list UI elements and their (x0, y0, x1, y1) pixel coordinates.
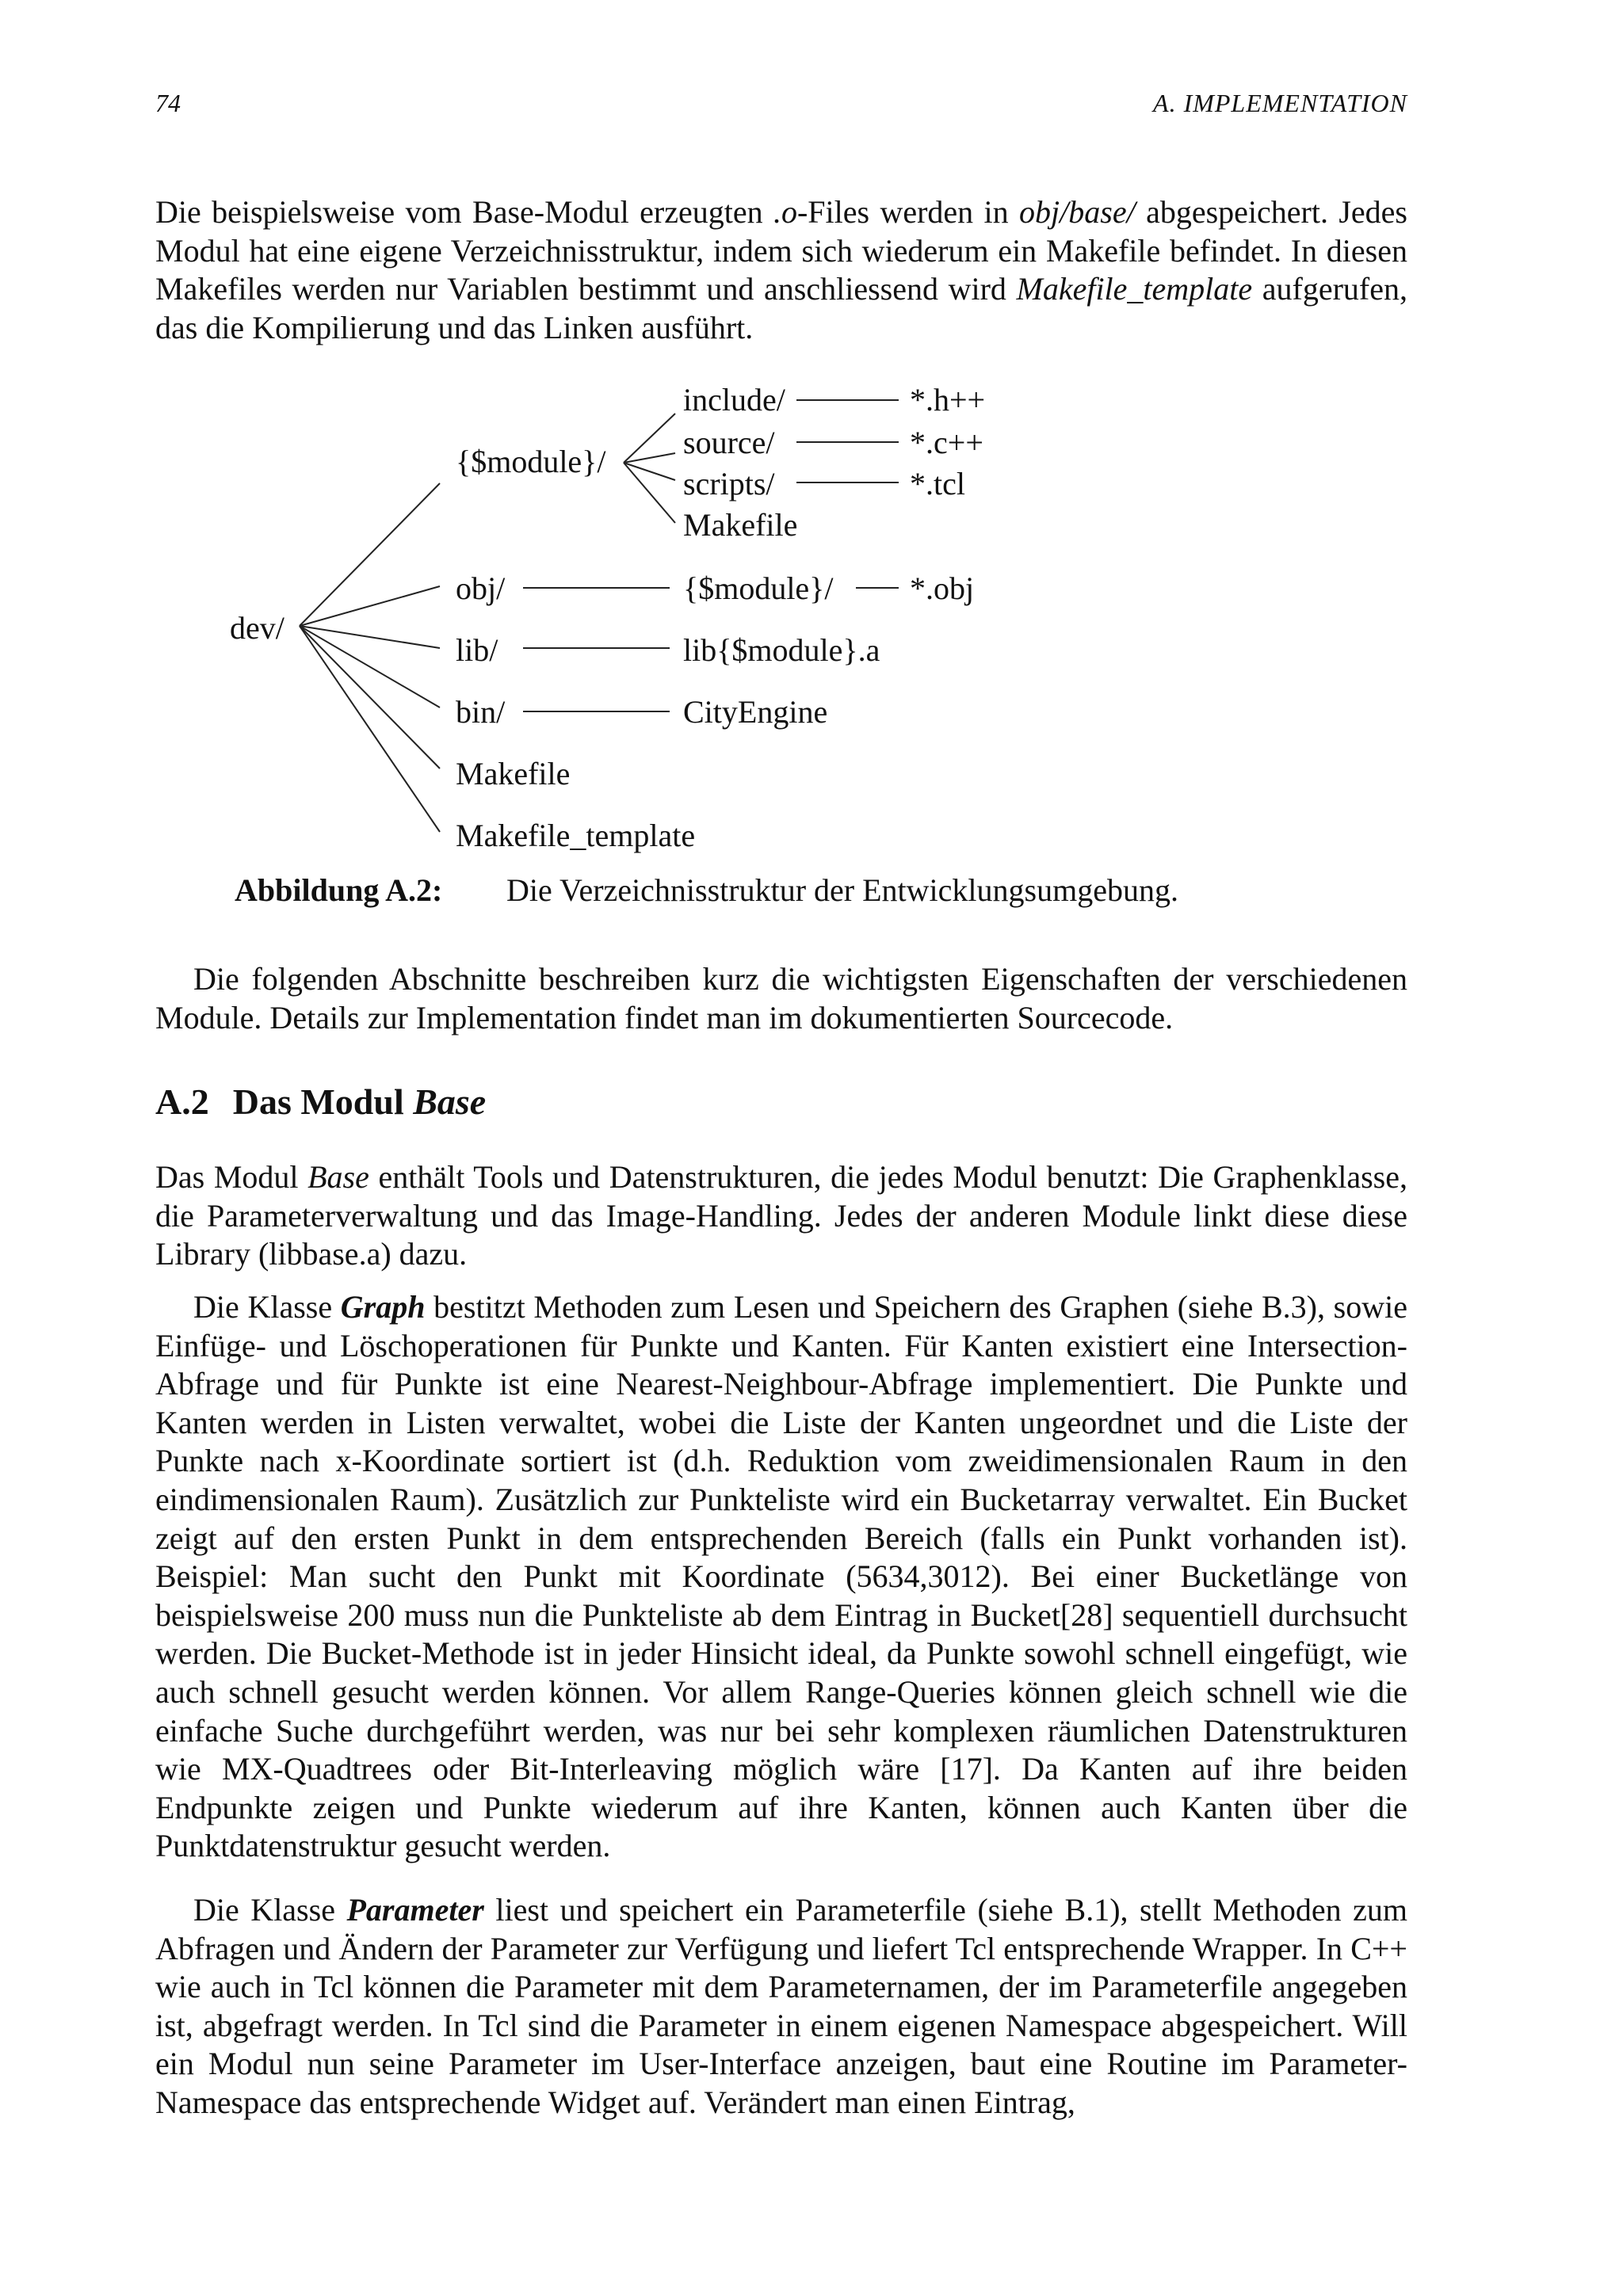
node-include: include/ (683, 382, 785, 418)
branch-dev-obj (300, 586, 440, 626)
page-number: 74 (155, 89, 181, 117)
node-tcl-files: *.tcl (910, 466, 965, 502)
caption-label: Abbildung A.2: (235, 872, 443, 908)
caption-text: Die Verzeichnisstruktur der Entwicklungsumgebung. (506, 872, 1178, 908)
running-header (155, 89, 1407, 128)
branch-dev-makefile-template (300, 626, 440, 832)
section-heading (155, 1081, 486, 1123)
directory-tree-figure (0, 372, 1623, 864)
branch-dev-lib (300, 626, 440, 648)
intro-paragraph: Die beispielsweise vom Base-Modul erzeugten .o-Files werden in obj/base/ abgespeichert. Jedes Modul hat eine eigene Verzeichnisstruktur, indem sich wiederum ein Makefile befindet. In diesen Makefiles werden nur Variablen bestimmt und anschliessend wird Makefile_template aufgerufen, das die Kompilierung und das Linken ausführt. (155, 194, 1407, 345)
branch-dev-bin (300, 626, 440, 707)
graph-paragraph: Die Klasse Graph bestitzt Methoden zum Lesen und Speichern des Graphen (siehe B.3), sowie Einfüge- und Löschoperationen für Punkte und Kanten. Für Kanten existiert eine Intersection-Abfrage und für Punkte ist eine Nearest-Neighbour-Abfrage implementiert. Die Punkte und Kanten werden in Listen verwaltet, wobei die Liste der Kanten ungeordnet und die Liste der Punkte nach x-Koordinate sortiert ist (d.h. Reduktion vom zweidimensionalen Raum in den eindimensionalen Raum). Zusätzlich zur Punkteliste wird ein Bucketarray verwaltet. Ein Bucket zeigt auf den ersten Punkt in dem entsprechenden Bereich (falls ein Punkt vorhanden ist). Beispiel: Man sucht den Punkt mit Koordinate (5634,3012). Bei einer Bucketlänge von beispielsweise 200 muss nun die Punkteliste ab dem Eintrag in Bucket[28] sequentiell durchsucht werden. Die Bucket-Methode ist in jeder Hinsicht ideal, da Punkte sowohl schnell eingefügt, wie auch schnell gesucht werden können. Vor allem Range-Queries können gleich schnell wie die einfache Suche durchgeführt werden, was nur bei sehr komplexen räumlichen Datenstrukturen wie MX-Quadtrees oder Bit-Interleaving möglich wäre [17]. Da Kanten auf ihre beiden Endpunkte zeigen und Punkte wiederum auf ihre Kanten, können auch Kanten über die Punktdatenstruktur gesucht werden. (155, 1289, 1407, 1864)
parameter-paragraph: Die Klasse Parameter liest und speichert ein Parameterfile (siehe B.1), stellt Methoden zum Abfragen und Ändern der Parameter zur Verfügung und liefert Tcl entsprechende Wrapper. In C++ wie auch in Tcl können die Parameter mit dem Parameternamen, der im Parameterfile angegeben ist, abgefragt werden. In Tcl sind die Parameter in einem eigenen Namespace abgespeichert. Will ein Modul nun seine Parameter im User-Interface anzeigen, baut eine Routine im Parameter-Namespace das entsprechende Widget auf. Verändert man einen Eintrag, (155, 1892, 1407, 2120)
branch-dev-module (300, 483, 440, 626)
base-paragraph: Das Modul Base enthält Tools und Datenstrukturen, die jedes Modul benutzt: Die Graphenklasse, die Parameterverwaltung und das Image-Handling. Jedes der anderen Module linkt diese diese Library (libbase.a) dazu. (155, 1159, 1407, 1272)
node-h-files: *.h++ (910, 382, 986, 418)
node-module-makefile: Makefile (683, 507, 798, 543)
node-makefile: Makefile (456, 756, 571, 791)
chapter-title: A. IMPLEMENTATION (1153, 89, 1407, 117)
node-obj: obj/ (456, 570, 506, 606)
node-cityengine: CityEngine (683, 694, 828, 730)
node-lib: lib/ (456, 632, 498, 668)
node-source: source/ (683, 425, 775, 460)
figure-caption (235, 871, 1407, 909)
node-lib-module: lib{$module}.a (683, 632, 880, 668)
node-obj-module: {$module}/ (683, 570, 834, 606)
node-module: {$module}/ (456, 444, 606, 479)
node-c-files: *.c++ (910, 425, 983, 460)
section-title-italic: Base (413, 1081, 487, 1122)
node-scripts: scripts/ (683, 466, 775, 502)
node-dev: dev/ (230, 610, 285, 646)
node-makefile-template: Makefile_template (456, 818, 696, 853)
modules-paragraph: Die folgenden Abschnitte beschreiben kurz die wichtigsten Eigenschaften der verschiedenen Module. Details zur Implementation findet man im dokumentierten Sourcecode. (155, 961, 1407, 1035)
section-title: Das Modul (232, 1081, 414, 1122)
node-obj-file: *.obj (910, 570, 975, 606)
section-number: A.2 (155, 1081, 209, 1122)
node-bin: bin/ (456, 694, 506, 730)
branch-dev-makefile (300, 626, 440, 769)
